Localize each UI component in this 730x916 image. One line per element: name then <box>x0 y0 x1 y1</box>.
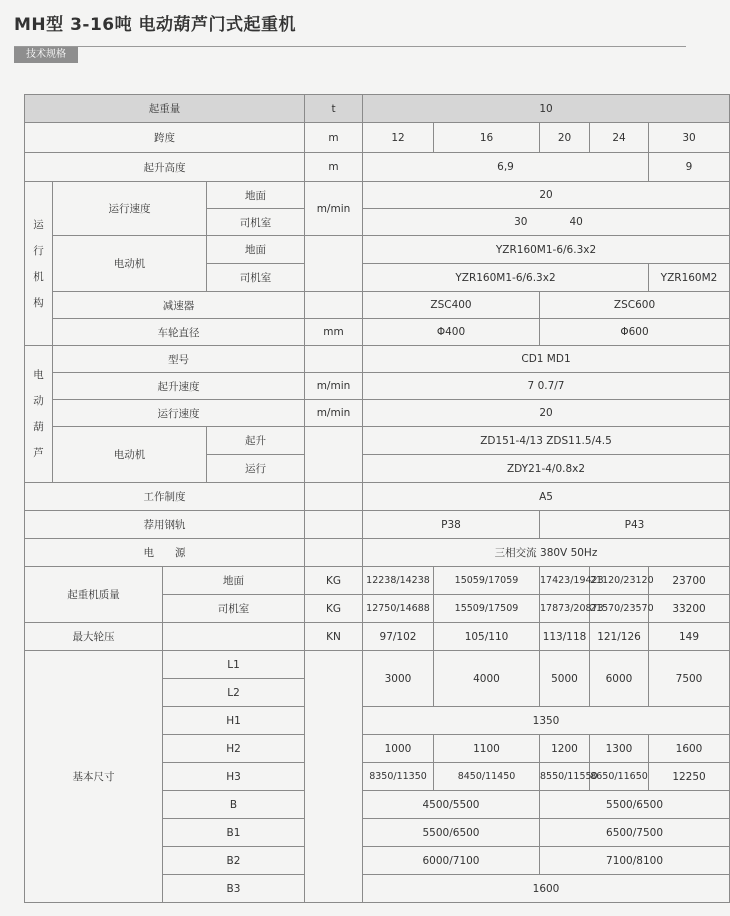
hoist-run-speed-value: 20 <box>363 400 730 427</box>
duty-label: 工作制度 <box>25 483 305 511</box>
mass-ground-row <box>25 567 730 595</box>
dim-h1-label: H1 <box>163 707 305 735</box>
run-motor-ground-value: YZR160M1-6/6.3x2 <box>363 236 730 264</box>
hoist-motor-run-label: 运行 <box>207 455 305 483</box>
dim-l1-row <box>25 651 730 679</box>
lift-height-unit: m <box>305 153 363 182</box>
hoist-model-label: 型号 <box>53 346 305 373</box>
mass-label: 起重机质量 <box>25 567 163 623</box>
dim-b1-label: B1 <box>163 819 305 847</box>
hoist-motor-lift-value: ZD151-4/13 ZDS11.5/4.5 <box>363 427 730 455</box>
dim-l-value: 3000 <box>363 651 434 707</box>
power-value: 三相交流 380V 50Hz <box>363 539 730 567</box>
mass-value: 21120/23120 <box>590 567 649 595</box>
mass-value: 17873/20873 <box>540 595 590 623</box>
hoist-lift-speed-label: 起升速度 <box>53 373 305 400</box>
dim-l-value: 4000 <box>434 651 540 707</box>
dim-b2-value: 6000/7100 <box>363 847 540 875</box>
span-label: 跨度 <box>25 123 305 153</box>
power-row <box>25 539 730 567</box>
wheel-unit: mm <box>305 319 363 346</box>
section-badge: 技术规格 <box>14 47 78 63</box>
mass-unit: KG <box>305 567 363 595</box>
mass-value: 21570/23570 <box>590 595 649 623</box>
rail-value: P38 <box>363 511 540 539</box>
capacity-unit: t <box>305 95 363 123</box>
dim-b3-value: 1600 <box>363 875 730 903</box>
rail-row <box>25 511 730 539</box>
dim-b1-value: 6500/7500 <box>540 819 730 847</box>
wheel-value: Φ400 <box>363 319 540 346</box>
span-value: 20 <box>540 123 590 153</box>
dim-l1-label: L1 <box>163 651 305 679</box>
mass-cab-label: 司机室 <box>163 595 305 623</box>
run-speed-ground-row <box>25 182 730 209</box>
hoist-motor-unit <box>305 427 363 483</box>
mass-unit: KG <box>305 595 363 623</box>
run-motor-label: 电动机 <box>53 236 207 292</box>
mass-value: 33200 <box>649 595 730 623</box>
hoist-model-value: CD1 MD1 <box>363 346 730 373</box>
page-title: MH型 3-16吨 电动葫芦门式起重机 <box>14 15 297 35</box>
mass-value: 12750/14688 <box>363 595 434 623</box>
dim-h3-value: 12250 <box>649 763 730 791</box>
hoist-run-speed-label: 运行速度 <box>53 400 305 427</box>
dim-h1-value: 1350 <box>363 707 730 735</box>
dim-h3-label: H3 <box>163 763 305 791</box>
hoist-motor-lift-label: 起升 <box>207 427 305 455</box>
dim-h3-value: 8350/11350 <box>363 763 434 791</box>
hoist-label: 电 动 葫 芦 <box>25 346 53 483</box>
dim-l2-label: L2 <box>163 679 305 707</box>
run-motor-ground-row <box>25 236 730 264</box>
mass-value: 12238/14238 <box>363 567 434 595</box>
cab-label: 司机室 <box>207 209 305 236</box>
lift-height-label: 起升高度 <box>25 153 305 182</box>
dim-b2-value: 7100/8100 <box>540 847 730 875</box>
dim-h2-value: 1200 <box>540 735 590 763</box>
power-unit <box>305 539 363 567</box>
wheel-load-unit: KN <box>305 623 363 651</box>
dim-h2-label: H2 <box>163 735 305 763</box>
run-motor-cab-value: YZR160M2 <box>649 264 730 292</box>
dim-l-value: 5000 <box>540 651 590 707</box>
hoist-lift-speed-value: 7 0.7/7 <box>363 373 730 400</box>
wheel-load-value: 113/118 <box>540 623 590 651</box>
span-row <box>25 123 730 153</box>
duty-unit <box>305 483 363 511</box>
hoist-motor-label: 电动机 <box>53 427 207 483</box>
hoist-lift-speed-row <box>25 373 730 400</box>
dim-l-value: 7500 <box>649 651 730 707</box>
mass-value: 17423/19423 <box>540 567 590 595</box>
rail-value: P43 <box>540 511 730 539</box>
hoist-run-speed-unit: m/min <box>305 400 363 427</box>
dims-unit <box>305 651 363 903</box>
run-motor-unit <box>305 236 363 292</box>
dim-h3-value: 8650/11650 <box>590 763 649 791</box>
capacity-label: 起重量 <box>25 95 305 123</box>
hoist-model-row <box>25 346 730 373</box>
hoist-model-unit <box>305 346 363 373</box>
wheel-value: Φ600 <box>540 319 730 346</box>
cab-label: 司机室 <box>207 264 305 292</box>
duty-row <box>25 483 730 511</box>
run-speed-cab-value: 40 <box>540 209 730 236</box>
dim-b-value: 5500/6500 <box>540 791 730 819</box>
dim-h2-value: 1100 <box>434 735 540 763</box>
lift-height-row <box>25 153 730 182</box>
ground-label: 地面 <box>207 182 305 209</box>
dim-b2-label: B2 <box>163 847 305 875</box>
wheel-load-value: 149 <box>649 623 730 651</box>
run-motor-cab-value: YZR160M1-6/6.3x2 <box>363 264 649 292</box>
duty-value: A5 <box>363 483 730 511</box>
lift-height-value: 6,9 <box>363 153 649 182</box>
span-value: 24 <box>590 123 649 153</box>
dims-label: 基本尺寸 <box>25 651 163 903</box>
span-value: 12 <box>363 123 434 153</box>
span-value: 30 <box>649 123 730 153</box>
run-mech-label: 运 行 机 构 <box>25 182 53 346</box>
mass-value: 15059/17059 <box>434 567 540 595</box>
wheel-load-value: 121/126 <box>590 623 649 651</box>
capacity-row <box>25 95 730 123</box>
wheel-load-value: 105/110 <box>434 623 540 651</box>
mass-value: 23700 <box>649 567 730 595</box>
wheel-load-blank <box>163 623 305 651</box>
run-speed-unit: m/min <box>305 182 363 236</box>
wheel-load-label: 最大轮压 <box>25 623 163 651</box>
run-speed-cab-value: 30 <box>363 209 540 236</box>
wheel-load-value: 97/102 <box>363 623 434 651</box>
dim-h2-value: 1300 <box>590 735 649 763</box>
dim-b-label: B <box>163 791 305 819</box>
span-unit: m <box>305 123 363 153</box>
reducer-value: ZSC400 <box>363 292 540 319</box>
run-speed-ground-value: 20 <box>363 182 730 209</box>
wheel-label: 车轮直径 <box>53 319 305 346</box>
wheel-load-row <box>25 623 730 651</box>
reducer-row <box>25 292 730 319</box>
rail-label: 荐用钢轨 <box>25 511 305 539</box>
rail-unit <box>305 511 363 539</box>
dim-h3-value: 8450/11450 <box>434 763 540 791</box>
dim-h2-value: 1600 <box>649 735 730 763</box>
title-divider <box>14 46 686 47</box>
mass-ground-label: 地面 <box>163 567 305 595</box>
hoist-motor-run-value: ZDY21-4/0.8x2 <box>363 455 730 483</box>
reducer-unit <box>305 292 363 319</box>
span-value: 16 <box>434 123 540 153</box>
hoist-motor-lift-row <box>25 427 730 455</box>
hoist-lift-speed-unit: m/min <box>305 373 363 400</box>
dim-l-value: 6000 <box>590 651 649 707</box>
hoist-run-speed-row <box>25 400 730 427</box>
reducer-label: 减速器 <box>53 292 305 319</box>
dim-h3-value: 8550/11550 <box>540 763 590 791</box>
spec-table <box>24 94 730 903</box>
capacity-value: 10 <box>363 95 730 123</box>
dim-b3-label: B3 <box>163 875 305 903</box>
dim-h2-value: 1000 <box>363 735 434 763</box>
reducer-value: ZSC600 <box>540 292 730 319</box>
run-speed-label: 运行速度 <box>53 182 207 236</box>
dim-b1-value: 5500/6500 <box>363 819 540 847</box>
power-label: 电 源 <box>25 539 305 567</box>
ground-label: 地面 <box>207 236 305 264</box>
lift-height-value: 9 <box>649 153 730 182</box>
wheel-row <box>25 319 730 346</box>
dim-b-value: 4500/5500 <box>363 791 540 819</box>
mass-value: 15509/17509 <box>434 595 540 623</box>
